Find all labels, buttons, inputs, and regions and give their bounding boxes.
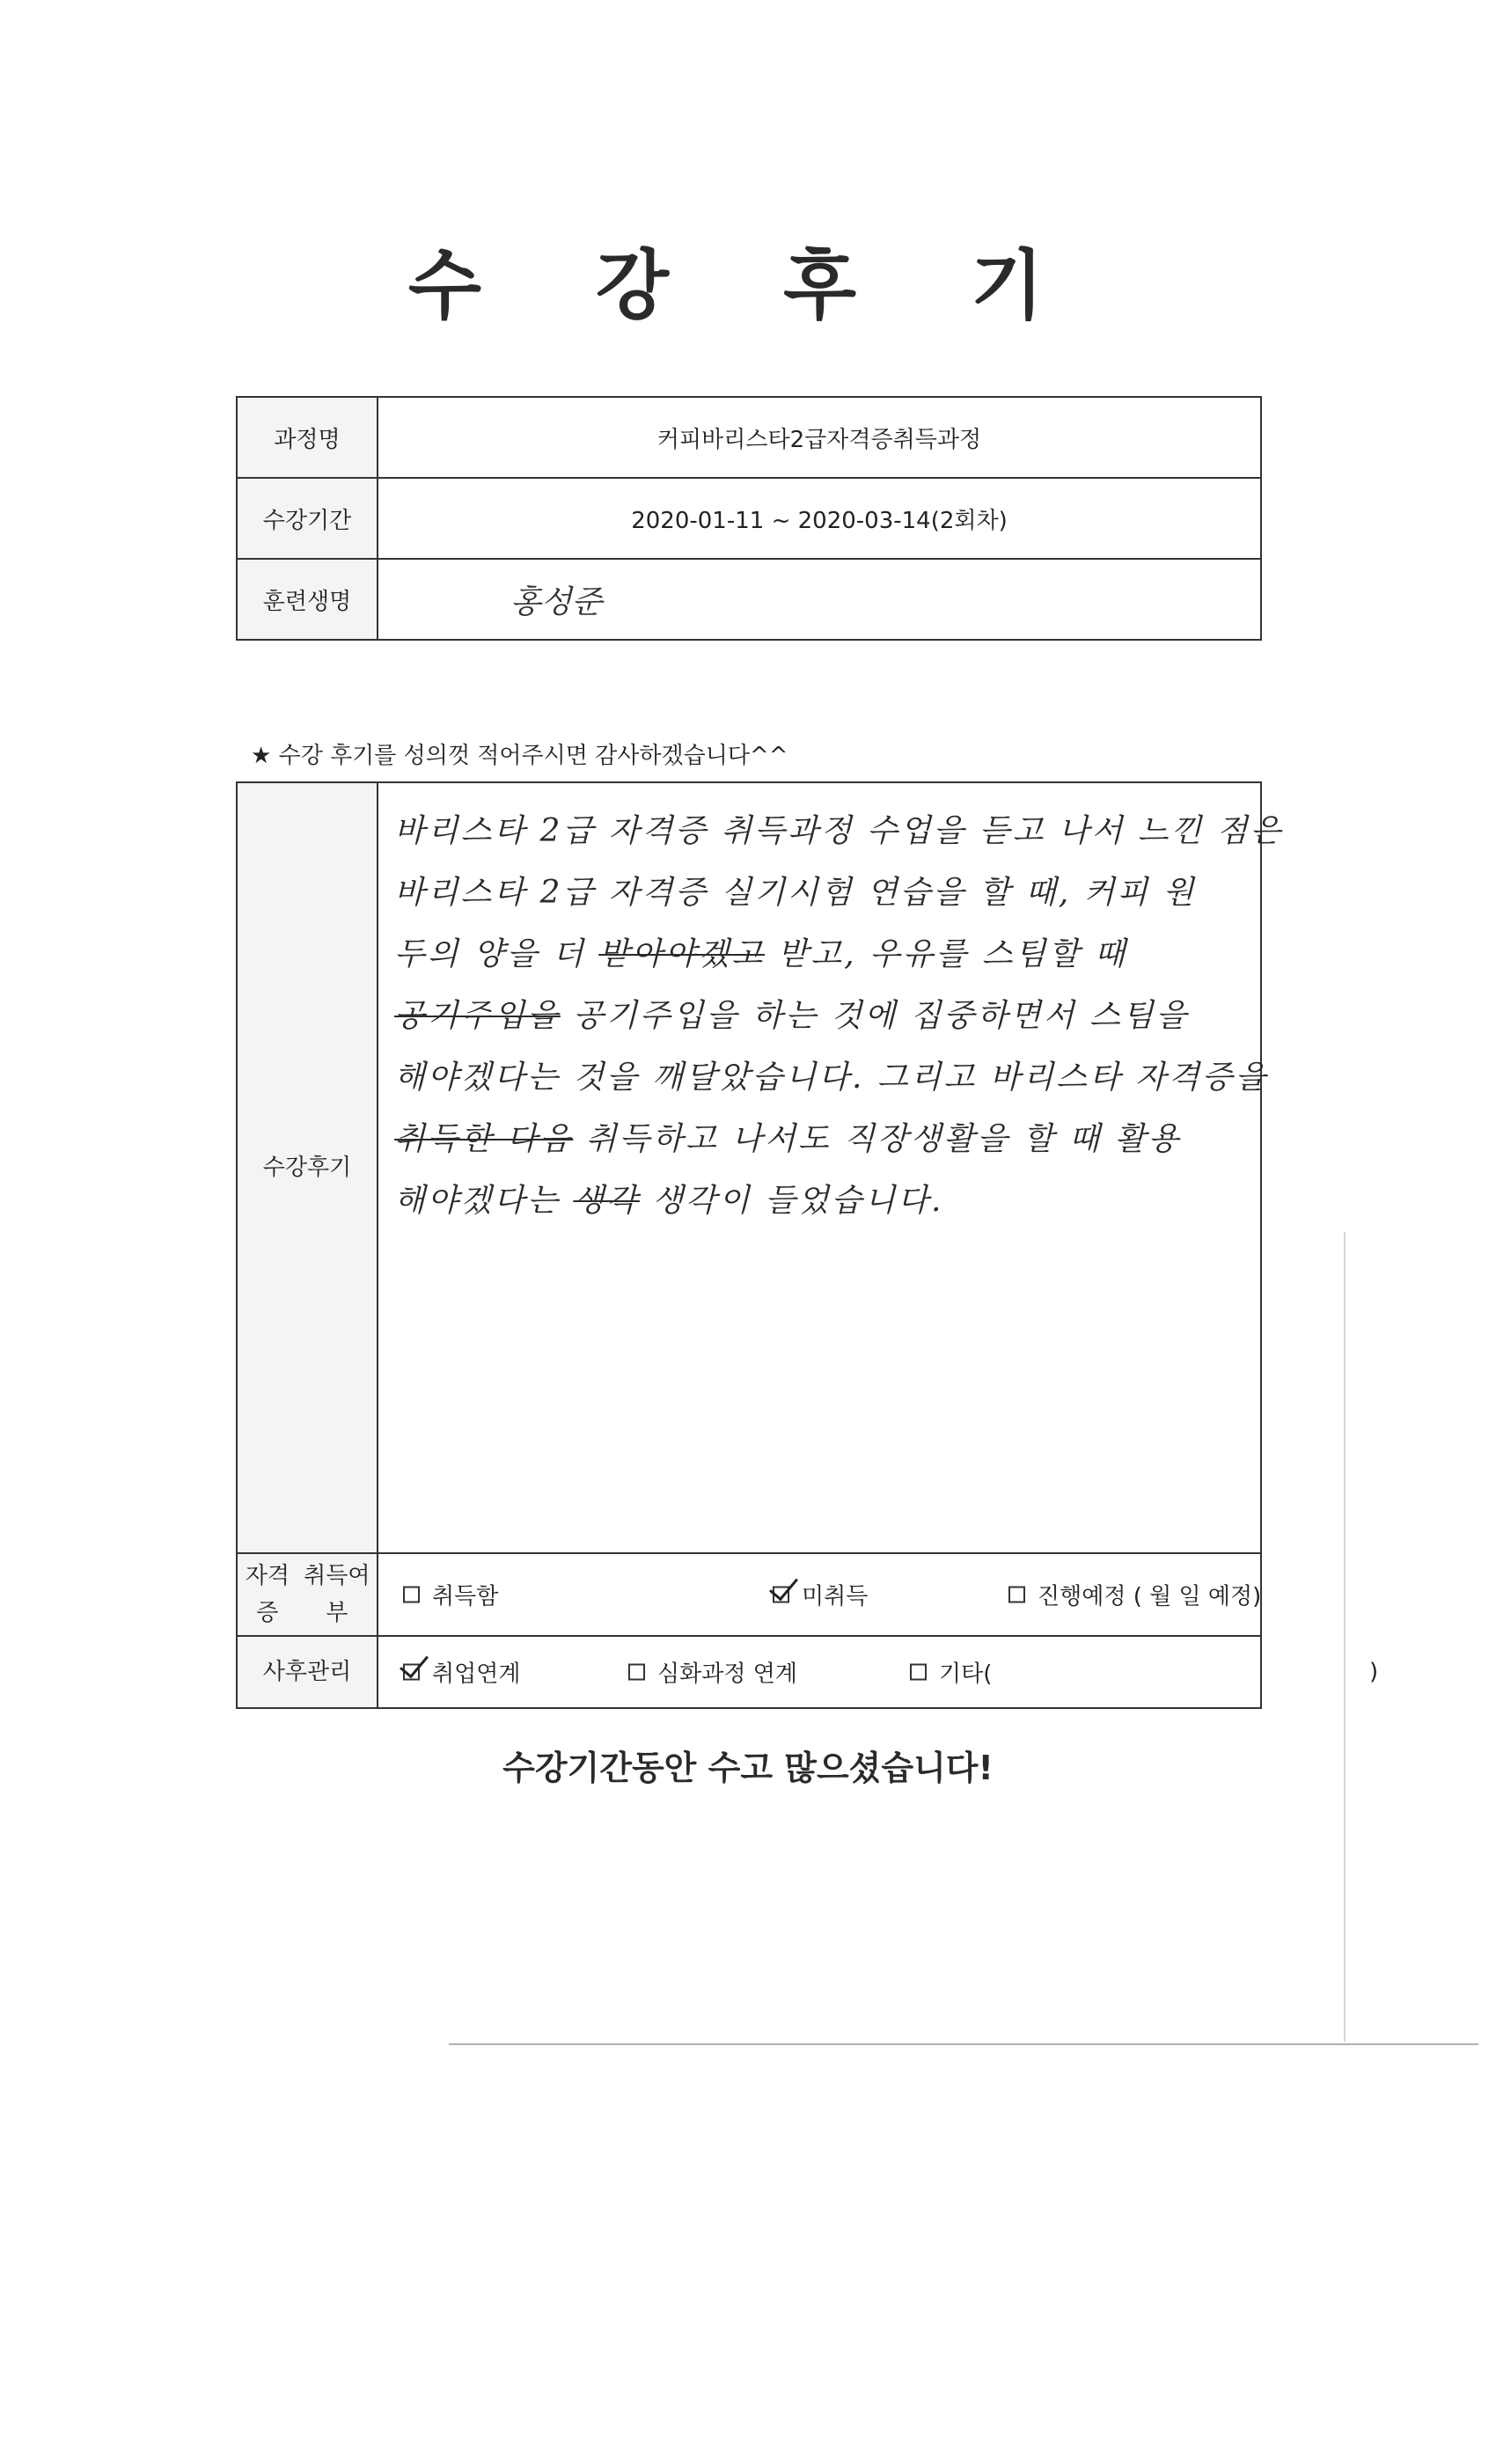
scan-artifact-line bbox=[1344, 1232, 1346, 2042]
course-info-table bbox=[236, 396, 1262, 641]
option-label: 기타( bbox=[939, 1661, 993, 1688]
review-label: 수강후기 bbox=[238, 783, 378, 1552]
course-row bbox=[238, 398, 1260, 479]
review-line bbox=[394, 924, 1283, 986]
option-other[interactable] bbox=[910, 1656, 992, 1689]
checked-checkbox-icon[interactable] bbox=[773, 1587, 789, 1603]
management-row bbox=[238, 1637, 1379, 1707]
period-value: 2020-01-11 ~ 2020-03-14(2회차) bbox=[631, 507, 1008, 534]
notice-text: ★ 수강 후기를 성의껏 적어주시면 감사하겠습니다^^ bbox=[251, 743, 788, 769]
struck-text: 취득한 다음 bbox=[394, 1121, 574, 1157]
option-label: 심화과정 연계 bbox=[657, 1661, 797, 1688]
option-acquired[interactable] bbox=[403, 1579, 498, 1611]
checkbox-icon[interactable] bbox=[403, 1587, 420, 1603]
management-label: 사후관리 bbox=[238, 1637, 378, 1707]
period-row bbox=[238, 479, 1260, 560]
review-line: 해야겠다는 것을 깨달았습니다. 그리고 바리스타 자격증을 bbox=[394, 1060, 1269, 1096]
struck-text: 공기주입을 bbox=[394, 998, 561, 1034]
option-label: 취업연계 bbox=[432, 1661, 521, 1688]
struck-text: 생각 bbox=[573, 1183, 640, 1219]
line-text: 취득하고 나서도 직장생활을 할 때 활용 bbox=[573, 1121, 1182, 1157]
course-label: 과정명 bbox=[238, 398, 378, 477]
label-line: 취득여부 bbox=[304, 1563, 370, 1626]
option-label: 취득함 bbox=[432, 1583, 499, 1610]
checkbox-icon[interactable] bbox=[628, 1664, 645, 1681]
scan-artifact-line bbox=[449, 2043, 1478, 2045]
trainee-label: 훈련생명 bbox=[238, 560, 378, 639]
checkbox-icon[interactable] bbox=[1008, 1587, 1025, 1603]
review-line: 바리스타 2급 자격증 실기시험 연습을 할 때, 커피 원 bbox=[394, 875, 1197, 911]
line-text: 받고, 우유를 스팀할 때 bbox=[765, 936, 1128, 972]
checkbox-icon[interactable] bbox=[910, 1664, 927, 1681]
review-content bbox=[378, 783, 1299, 1552]
line-text: 생각이 들었습니다. bbox=[639, 1183, 944, 1219]
review-line bbox=[394, 1170, 1283, 1232]
review-row bbox=[238, 783, 1284, 1554]
option-label: 미취득 bbox=[802, 1583, 869, 1610]
trainee-row bbox=[238, 560, 1260, 639]
option-label: 진행예정 ( 월 일 예정) bbox=[1038, 1583, 1262, 1610]
review-table bbox=[236, 781, 1379, 1709]
period-label: 수강기간 bbox=[238, 479, 378, 558]
option-job-link[interactable] bbox=[403, 1656, 520, 1689]
review-line: 바리스타 2급 자격증 취득과정 수업을 듣고 나서 느낀 점은 bbox=[394, 813, 1284, 849]
page-title: 수 강 후 기 bbox=[407, 242, 1089, 330]
option-advanced-course[interactable] bbox=[628, 1656, 797, 1689]
review-line bbox=[394, 986, 1283, 1047]
option-scheduled[interactable] bbox=[1008, 1579, 1261, 1611]
review-line bbox=[394, 1109, 1283, 1170]
option-not-acquired[interactable] bbox=[773, 1579, 868, 1611]
footer-message: 수강기간동안 수고 많으셨습니다! bbox=[502, 1749, 994, 1787]
management-options bbox=[378, 1637, 1379, 1707]
certificate-status-options bbox=[378, 1554, 1260, 1635]
label-line: 자격증 bbox=[245, 1563, 290, 1626]
line-text: 두의 양을 더 bbox=[394, 936, 599, 972]
trainee-name-handwritten: 홍성준 bbox=[510, 583, 603, 620]
struck-text: 받아야겠고 bbox=[598, 936, 766, 972]
certificate-status-row bbox=[238, 1554, 1260, 1637]
certificate-status-label bbox=[238, 1554, 378, 1635]
course-value: 커피바리스타2급자격증취득과정 bbox=[656, 426, 982, 453]
option-other-close bbox=[1369, 1659, 1378, 1685]
checked-checkbox-icon[interactable] bbox=[403, 1664, 420, 1681]
line-text: 공기주입을 하는 것에 집중하면서 스팀을 bbox=[560, 998, 1190, 1034]
trainee-value-cell bbox=[378, 560, 1260, 639]
line-text: 해야겠다는 bbox=[394, 1183, 574, 1219]
paren-close: ) bbox=[1369, 1659, 1379, 1685]
